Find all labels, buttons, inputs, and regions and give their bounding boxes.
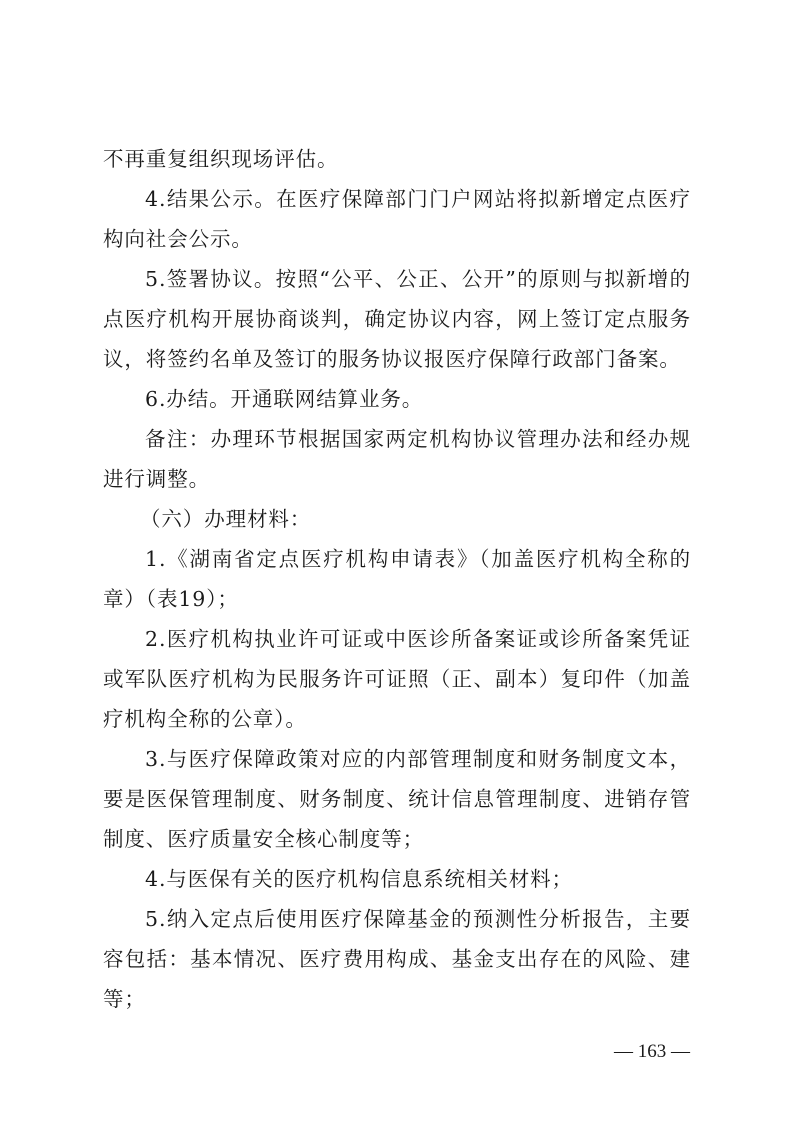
text-line: 4.与医保有关的医疗机构信息系统相关材料；	[145, 867, 573, 891]
text-line: 或军队医疗机构为民服务许可证照（正、副本）复印件（加盖	[103, 667, 691, 691]
text-line: 点医疗机构开展协商谈判，确定协议内容，网上签订定点服务	[103, 307, 691, 331]
text-line: 2.医疗机构执业许可证或中医诊所备案证或诊所备案凭证	[145, 627, 691, 651]
text-line: 3.与医疗保障政策对应的内部管理制度和财务制度文本，	[145, 747, 691, 771]
text-line: 1.《湖南省定点医疗机构申请表》（加盖医疗机构全称的	[145, 547, 691, 571]
text-line: 要是医保管理制度、财务制度、统计信息管理制度、进销存管	[103, 787, 691, 811]
text-line: 备注：办理环节根据国家两定机构协议管理办法和经办规	[145, 427, 691, 451]
text-line: 6.办结。开通联网结算业务。	[145, 387, 424, 411]
text-line: 容包括：基本情况、医疗费用构成、基金支出存在的风险、建	[103, 947, 691, 971]
text-line: 疗机构全称的公章）。	[103, 707, 307, 731]
text-line: 不再重复组织现场评估。	[103, 147, 339, 171]
text-line: 章）（表19）；	[103, 587, 239, 611]
page-number: — 163 —	[614, 1041, 690, 1062]
section-heading: （六）办理材料：	[140, 507, 312, 531]
text-line: 5.纳入定点后使用医疗保障基金的预测性分析报告，主要	[145, 907, 691, 931]
text-line: 等；	[103, 987, 146, 1011]
text-line: 5.签署协议。按照“公平、公正、公开”的原则与拟新增的	[145, 267, 691, 291]
text-line: 进行调整。	[103, 467, 210, 491]
text-line: 构向社会公示。	[103, 227, 253, 251]
text-line: 议，将签约名单及签订的服务协议报医疗保障行政部门备案。	[103, 347, 681, 371]
text-line: 制度、医疗质量安全核心制度等；	[103, 827, 424, 851]
text-line: 4.结果公示。在医疗保障部门门户网站将拟新增定点医疗	[145, 187, 691, 211]
